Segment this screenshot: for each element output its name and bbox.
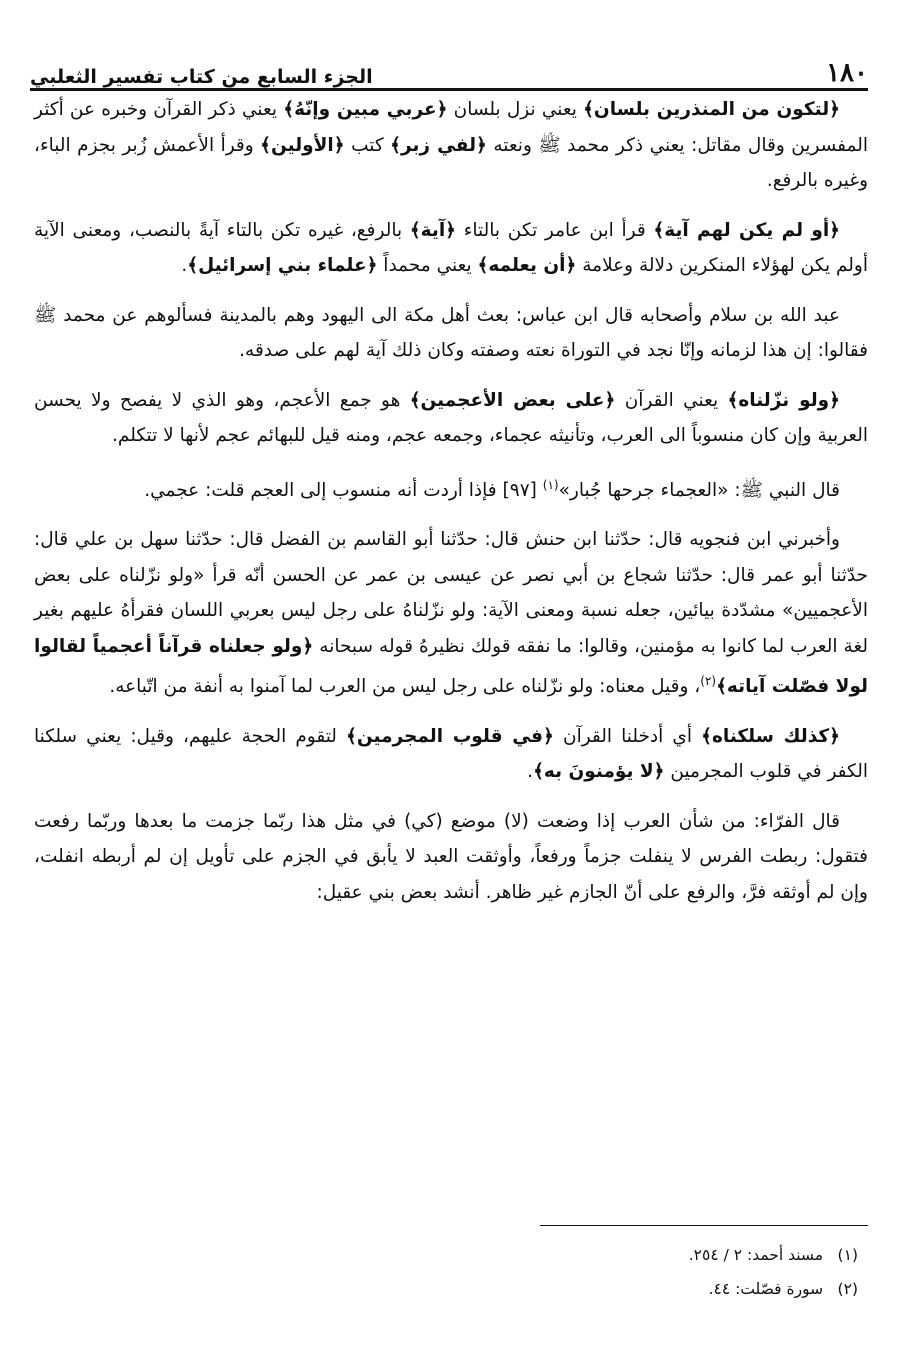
text-segment: . [181,255,188,276]
text-segment: وقرأ الأعمش زُبر بجزم الباء، وغيره بالرفع. [34,134,868,191]
text-segment: قرأ ابن عامر تكن بالتاء [456,219,654,241]
text-segment: وأخبرني ابن فنجويه قال: حدّثنا ابن حنش قال: حدّثنا أبو القاسم بن الفضل قال: حدّثنا سهل بن علي قال: حدّثنا أبو عمر قال: حدّثنا شجاع بن أبي نصر عن عيسى بن عمر عن الحسن أنّه قرأ «ولو نزّلناه على بعض الأعجميين» مشدّدة بيائين، جعله نسبة ومعنى الآية: ولو نزّلناهُ على رجل ليس بعربي اللسان فقرأهُ عليهم بغير لغة العرب لما كانوا به مؤمنين، وقالوا: ما نفقه قولك نظيرهُ قوله سبحانه [34,529,869,657]
running-title: الجزء السابع من كتاب تفسير الثعلبي [30,66,373,88]
quran-quote: ﴿أو لم يكن لهم آية﴾ [653,219,840,241]
quran-quote: ﴿كذلك سلكناه﴾ [701,725,840,747]
footnote-number: (٢) [837,1280,858,1298]
quran-quote: ﴿ولو جعلناه قرآناً أعجمياً لقالوا لولا فصّلت آياته﴾ [34,635,868,698]
quran-quote: ﴿علماء بني إسرائيل﴾ [187,255,378,276]
quran-quote: ﴿آية﴾ [409,219,457,241]
paragraph-7 [34,719,868,790]
text-segment: كتب [344,134,391,156]
footnote-ref[interactable]: (٢) [700,674,717,689]
quran-quote: ﴿على بعض الأعجمين﴾ [409,389,616,411]
footnote-ref[interactable]: (١) [542,477,559,492]
text-segment: ، وقيل معناه: ولو نزّلناه على رجل ليس من العرب لما آمنوا به أنفة من اتّباعه. [109,676,701,698]
text-segment: أي أدخلنا القرآن [553,725,702,747]
quran-quote: ﴿عربي مبين وإنّهُ﴾ [283,99,448,120]
footnote-text: مسند أحمد: ٢ / ٢٥٤. [688,1246,828,1264]
text-segment: يعني القرآن [615,389,728,411]
paragraph-1 [34,92,868,199]
footnote-text: سورة فصّلت: ٤٤. [708,1280,828,1298]
text-segment: عبد الله بن سلام وأصحابه قال ابن عباس: بعث أهل مكة الى اليهود وهم بالمدينة فسألوهم عن محمد ﷺ فقالوا: إن هذا لزمانه وإنّا نجد في التوراة نعته وصفته وكان ذلك آية لهم على صدقه. [34,304,868,361]
paragraph-5 [34,468,868,509]
text-segment: هو جمع الأعجم، وهو الذي لا يفصح ولا يحسن العربية وإن كان منسوباً الى العرب، وتأنيثه عجماء، وجمعه عجم، ومنه قيل للبهائم عجم لأنها لا تتكلم. [34,389,868,446]
footnote-1 [34,1238,864,1272]
paragraph-2 [34,213,868,284]
paragraph-6 [34,522,868,705]
text-segment: يعني ذكر القرآن وخبره عن أكثر المفسرين وقال مقاتل: يعني ذكر محمد ﷺ ونعته [34,99,868,156]
header-rule [30,88,868,91]
quran-quote: ﴿لتكون من المنذرين بلسان﴾ [583,99,840,120]
text-segment: . [527,761,534,783]
text-segment: يعني نزل بلسان [447,99,584,120]
footnote-number: (١) [837,1246,858,1264]
text-segment: قال الفرّاء: من شأن العرب إذا وضعت (لا) موضع (كي) في مثل هذا ربّما جزمت ما بعدها وربّما رفعت فتقول: ربطت الفرس لا ينفلت جزماً ورفعاً، وأوثقت العبد لا يأبق في الجزم على تأويل إن لم أربطه انفلت، وإن لم أوثقه فرَّ، والرفع على أنّ الجازم غير ظاهر. أنشد بعض بني عقيل: [34,810,868,903]
text-segment: قال النبي ﷺ: «العجماء جرحها جُبار» [558,479,840,501]
footnote-2 [34,1272,864,1306]
text-segment: بالرفع، غيره تكن بالتاء آيةً بالنصب، ومعنى الآية أولم يكن لهؤلاء المنكرين دلالة وعلامة [34,219,868,276]
body-text [34,92,868,924]
quran-quote: ﴿لفي زبر﴾ [390,134,487,156]
text-segment: يعني محمداً [377,255,478,276]
paragraph-4 [34,383,868,454]
footnote-separator [540,1225,868,1226]
quran-quote: ﴿في قلوب المجرمين﴾ [346,725,554,747]
text-segment: لتقوم الحجة عليهم، وقيل: يعني سلكنا الكفر في قلوب المجرمين [34,725,868,783]
text-segment: [٩٧] فإذا أردت أنه منسوب إلى العجم قلت: عجمي. [144,479,543,501]
footnotes [34,1238,864,1306]
quran-quote: ﴿لا يؤمنونَ به﴾ [533,761,665,783]
quran-quote: ﴿أن يعلمه﴾ [477,255,577,276]
page-number: ١٨٠ [826,58,868,88]
quran-quote: ﴿الأولين﴾ [260,134,345,156]
quran-quote: ﴿ولو نزّلناه﴾ [727,389,840,411]
paragraph-3 [34,298,868,369]
paragraph-8 [34,804,868,911]
page-header [30,40,868,88]
